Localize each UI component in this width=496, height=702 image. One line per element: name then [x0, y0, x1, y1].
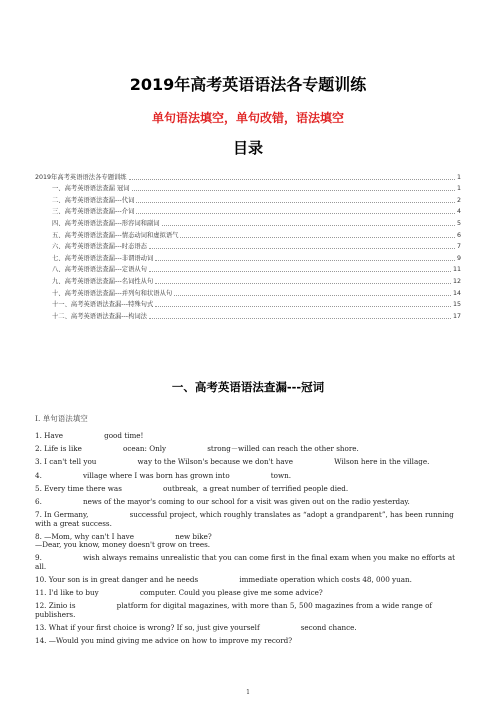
question-item: 13. What if your first choice is wrong? If so, just give yourself second chance. — [35, 623, 357, 633]
toc-entry-page: 17 — [452, 312, 461, 320]
part-label: Ⅰ. 单句语法填空 — [35, 414, 88, 423]
toc-entry-page: 5 — [456, 219, 461, 227]
toc-entry[interactable] — [35, 298, 461, 310]
toc-entry[interactable] — [35, 240, 461, 252]
toc-entry[interactable] — [35, 228, 461, 240]
toc-entry-page: 15 — [452, 301, 461, 309]
document-title: 2019年高考英语语法各专题训练 — [129, 75, 367, 94]
toc-entry-page: 1 — [456, 173, 461, 181]
toc-entry[interactable] — [35, 274, 461, 286]
question-item: 11. I'd like to buy computer. Could you please give me some advice? — [35, 588, 323, 598]
toc-leader-dots — [132, 189, 455, 191]
toc-entry-label: 十二、高考英语语法查漏---构词法 — [52, 312, 147, 320]
toc-entry[interactable] — [35, 170, 461, 182]
question-item: 6. news of the mayor's coming to our school for a visit was given out on the radio yesterday. — [35, 497, 410, 507]
question-item: 3. I can't tell you way to the Wilson's because we don't have Wilson here in the village. — [35, 457, 430, 467]
toc-leader-dots — [174, 294, 451, 296]
toc-entry[interactable] — [35, 263, 461, 275]
toc-entry-page: 1 — [456, 185, 461, 193]
page-number: 1 — [246, 689, 250, 696]
question-item: 9. wish always remains unrealistic that you can come first in the final exam when you make no efforts at all. — [35, 553, 458, 571]
toc-entry-page: 9 — [456, 254, 461, 262]
table-of-contents — [35, 170, 461, 321]
question-item: 12. Zinio is platform for digital magazines, with more than 5, 500 magazines from a wide range of publishers. — [35, 601, 435, 619]
question-list — [35, 432, 463, 650]
toc-entry-page: 2 — [456, 196, 461, 204]
toc-entry-label: 二、高考英语语法查漏---代词 — [52, 196, 135, 204]
document-subtitle: 单句语法填空，单句改错，语法填空 — [151, 111, 344, 125]
toc-entry-page: 4 — [456, 208, 461, 216]
section-heading: 一、高考英语语法查漏---冠词 — [171, 380, 325, 394]
toc-entry-label: 十、高考英语语法查漏---并列句和状语从句 — [52, 289, 173, 297]
toc-leader-dots — [149, 317, 451, 319]
toc-entry-label: 三、高考英语语法查漏---介词 — [52, 208, 135, 216]
toc-entry[interactable] — [35, 309, 461, 321]
toc-leader-dots — [149, 247, 455, 249]
toc-leader-dots — [180, 236, 455, 238]
toc-leader-dots — [136, 201, 455, 203]
question-item: 4. village where I was born has grown into town. — [35, 470, 292, 480]
toc-leader-dots — [155, 305, 451, 307]
toc-entry-page: 7 — [456, 243, 461, 251]
toc-heading: 目录 — [232, 139, 263, 157]
toc-entry[interactable] — [35, 251, 461, 263]
toc-leader-dots — [129, 178, 455, 180]
toc-entry-label: 五、高考英语语法查漏---情态动词和虚拟语气 — [52, 231, 179, 239]
toc-entry-page: 6 — [456, 231, 461, 239]
toc-entry[interactable] — [35, 205, 461, 217]
toc-leader-dots — [162, 224, 455, 226]
toc-entry-label: 2019年高考英语语法各专题训练 — [35, 173, 127, 181]
toc-entry[interactable] — [35, 286, 461, 298]
toc-leader-dots — [149, 270, 451, 272]
question-item: 8. —Mom, why can't I have new bike? —Dear, you know, money doesn't grow on trees. — [35, 531, 212, 550]
toc-entry-page: 12 — [452, 277, 461, 285]
toc-entry-label: 六、高考英语语法查漏---时态语态 — [52, 243, 147, 251]
toc-entry[interactable] — [35, 193, 461, 205]
question-item: 5. Every time there was outbreak，a great number of terrified people died. — [35, 483, 349, 493]
toc-leader-dots — [136, 212, 455, 214]
toc-entry[interactable] — [35, 216, 461, 228]
toc-entry-label: 八、高考英语语法查漏---定语从句 — [52, 266, 147, 274]
toc-entry-label: 一、高考英语语法查漏 冠词 — [52, 185, 130, 193]
question-item: 7. In Germany, successful project, which roughly translates as “adopt a grandparent”, has been running with a great success. — [35, 510, 457, 528]
toc-entry-page: 14 — [452, 289, 461, 297]
toc-entry-page: 11 — [452, 266, 461, 274]
toc-entry-label: 九、高考英语语法查漏---名词性从句 — [52, 277, 154, 285]
toc-entry-label: 七、高考英语语法查漏---非谓语动词 — [52, 254, 154, 262]
toc-leader-dots — [155, 259, 455, 261]
question-item: 1. Have good time! — [35, 431, 144, 440]
toc-entry-label: 四、高考英语语法查漏---形容词和副词 — [52, 219, 160, 227]
question-item: 14. —Would you mind giving me advice on how to improve my record? — [35, 636, 293, 646]
question-item: 10. Your son is in great danger and he needs immediate operation which costs 48, 000 yuan. — [35, 575, 412, 585]
toc-leader-dots — [155, 282, 451, 284]
toc-entry-label: 十一、高考英语语法查漏---特殊句式 — [52, 301, 154, 309]
question-item: 2. Life is like ocean: Only strong－willed can reach the other shore. — [35, 444, 359, 454]
toc-entry[interactable] — [35, 182, 461, 194]
